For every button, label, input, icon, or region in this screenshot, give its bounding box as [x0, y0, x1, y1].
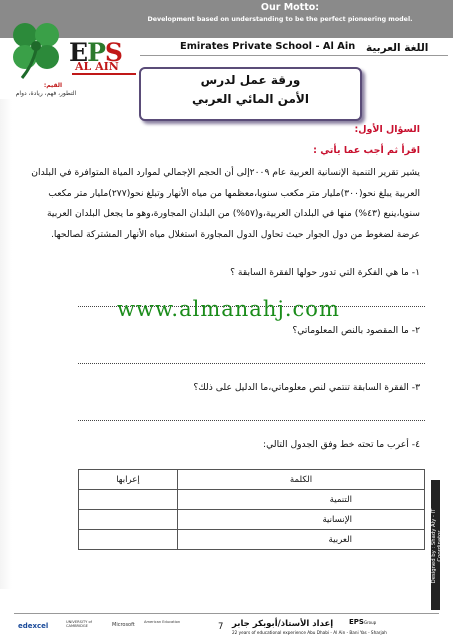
question-2: ٢- ما المقصود بالنص المعلوماتي؟ [292, 325, 420, 336]
al-ain-logo-text: AL AIN [75, 60, 119, 73]
table-header-row [79, 470, 425, 490]
question-heading: السؤال الأول: [354, 124, 420, 135]
instruction-text: اقرأ ثم أجب عما يأتي : [313, 145, 420, 156]
table-cell-answer[interactable] [79, 490, 178, 510]
logo-divider [72, 73, 136, 75]
footer-tagline: 22 years of educational experience Abu Dhabi - Al Ain - Bani Yas - Sharjah [232, 630, 387, 635]
header-rule [140, 55, 448, 56]
edexcel-logo: edexcel [18, 622, 49, 630]
eps-logo-text: EPS [69, 38, 122, 67]
question-3: ٣- الفقرة السابقة تنتمي لنص معلوماتي،ما الدليل على ذلك؟ [193, 382, 420, 393]
question-1: ١- ما هي الفكرة التي تدور حولها الفقرة السابقة ؟ [230, 267, 420, 278]
microsoft-logo: Microsoft [112, 622, 135, 628]
question-4: ٤- أعرب ما تحته خط وفق الجدول التالي: [263, 439, 420, 450]
cambridge-logo: UNIVERSITY of CAMBRIDGE [66, 620, 92, 628]
partner-logos [14, 612, 184, 636]
values-title: القيم: [43, 82, 63, 89]
table-header-word: الكلمة [178, 470, 425, 490]
subject-name: اللغة العربية [366, 42, 429, 54]
table-cell-answer[interactable] [79, 530, 178, 550]
table-cell-word: التنمية [178, 490, 425, 510]
table-row [79, 510, 425, 530]
page-number: 7 [218, 622, 224, 632]
table-cell-word: الإنسانية [178, 510, 425, 530]
table-header-parsing: إعرابها [79, 470, 178, 490]
clover-logo-icon [3, 14, 69, 84]
worksheet-title: ورقة عمل لدرس [200, 73, 301, 87]
motto-text: Development based on understanding to be the perfect pioneering model. [147, 16, 413, 23]
reading-passage: يشير تقرير التنمية الإنسانية العربية عام ٢٠٠٩إلى أن الحجم الإجمالي لموارد المياة المتوافرة في البلدان العربية يبلغ نحو(٣٠٠)مليار متر مكعب سنويا،معظمها من مياه الأنهار وتبلغ نحو(٢٧٧)مليار متر مكعب سنويا،ينبع (٤٣%) منها في البلدان العربية،و(٥٧%) من البلدان المجاورة،وهو ما يجعل البلدان العربية عرضة لضغوط من دول الجوار حيث تحاول الدول المجاورة استغلال مياه الأنهار المشتركة لصالحها. [31, 167, 420, 240]
parsing-table [78, 469, 425, 550]
eps-group-logo: EPSGroup [349, 618, 377, 626]
school-name: Emirates Private School - Al Ain [180, 41, 356, 52]
values-text: التطور، فهم، ريادة، دوام [15, 90, 77, 97]
table-row [79, 490, 425, 510]
watermark: www.almanahj.com [117, 297, 340, 321]
prepared-by: إعداد الأستاذ/أبوبكر جابر [232, 619, 334, 629]
american-education-logo: American Education [144, 620, 181, 624]
answer-line-2[interactable] [78, 363, 425, 364]
table-cell-word: العربية [178, 530, 425, 550]
lesson-title: الأمن المائي العربي [192, 92, 309, 106]
table-cell-answer[interactable] [79, 510, 178, 530]
answer-line-3[interactable] [78, 420, 425, 421]
motto-title: Our Motto: [260, 2, 320, 13]
designer-credit: Designed by : Shady Aly - IT Coordinator [431, 508, 443, 584]
table-row [79, 530, 425, 550]
left-margin-band [0, 99, 12, 589]
